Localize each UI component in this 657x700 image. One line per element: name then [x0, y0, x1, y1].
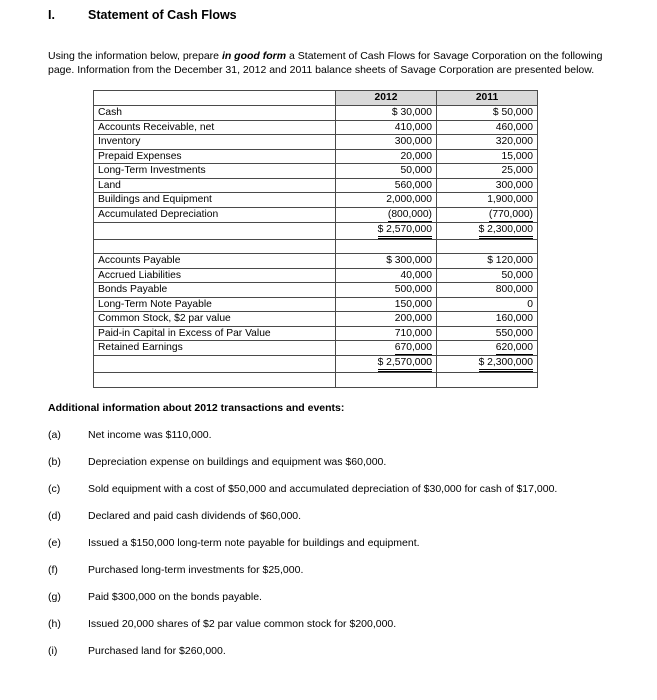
- row-label: Paid-in Capital in Excess of Par Value: [94, 326, 336, 341]
- row-label: Long-Term Investments: [94, 164, 336, 179]
- table-row: [94, 149, 538, 164]
- table-body: [94, 106, 538, 388]
- table-spacer-row: [94, 373, 538, 388]
- cell-2012: 560,000: [336, 178, 437, 193]
- balance-sheet-table: [93, 90, 538, 388]
- table-row: [94, 164, 538, 179]
- cell-2011: 25,000: [437, 164, 538, 179]
- row-label: Accounts Payable: [94, 254, 336, 269]
- column-header-2011: 2011: [437, 91, 538, 106]
- cell-2011: 550,000: [437, 326, 538, 341]
- table-row: [94, 207, 538, 222]
- cell-2011: 1,900,000: [437, 193, 538, 208]
- cell-2011: 15,000: [437, 149, 538, 164]
- section-title: Statement of Cash Flows: [88, 8, 237, 22]
- list-item: [48, 536, 608, 550]
- cell-2011: 0: [437, 297, 538, 312]
- cell-2012: 2,000,000: [336, 193, 437, 208]
- list-item-text: Paid $300,000 on the bonds payable.: [88, 591, 262, 603]
- row-label: Accounts Receivable, net: [94, 120, 336, 135]
- list-item-marker: (h): [48, 618, 61, 630]
- table-row: [94, 268, 538, 283]
- list-item-marker: (i): [48, 645, 58, 657]
- cell-2011: 160,000: [437, 312, 538, 327]
- list-item-text: Depreciation expense on buildings and equipment was $60,000.: [88, 456, 387, 468]
- cell-2012: 500,000: [336, 283, 437, 298]
- list-item-text: Issued a $150,000 long-term note payable for buildings and equipment.: [88, 537, 420, 549]
- list-item: [48, 482, 608, 496]
- row-label: Bonds Payable: [94, 283, 336, 298]
- intro-paragraph: [48, 49, 604, 77]
- cell-2011: [437, 222, 538, 239]
- cell-2012: 300,000: [336, 135, 437, 150]
- spacer-cell: [94, 373, 336, 388]
- cell-2012: 20,000: [336, 149, 437, 164]
- table-spacer-row: [94, 239, 538, 254]
- spacer-cell: [336, 373, 437, 388]
- spacer-cell: [437, 373, 538, 388]
- list-item: [48, 563, 608, 577]
- table-row: [94, 312, 538, 327]
- row-label: Common Stock, $2 par value: [94, 312, 336, 327]
- cell-2011: [437, 207, 538, 222]
- table-row: [94, 178, 538, 193]
- table-row: [94, 120, 538, 135]
- cell-2012: 50,000: [336, 164, 437, 179]
- list-item-text: Net income was $110,000.: [88, 429, 212, 441]
- list-item-text: Declared and paid cash dividends of $60,000.: [88, 510, 302, 522]
- intro-text-after: a Statement of Cash Flows for Savage Corporation on the following page. Information from the December 31, 2012 and 2011 balance sheets of Savage Corporation are presented below.: [48, 49, 603, 76]
- intro-text-before: Using the information below, prepare: [48, 49, 222, 62]
- row-label: [94, 222, 336, 239]
- list-item: [48, 617, 608, 631]
- list-item-marker: (g): [48, 591, 61, 603]
- table-row: [94, 297, 538, 312]
- cell-2011: [437, 356, 538, 373]
- cell-2012: $ 300,000: [336, 254, 437, 269]
- list-item: [48, 644, 608, 658]
- cell-2011: $ 120,000: [437, 254, 538, 269]
- cell-2012: 410,000: [336, 120, 437, 135]
- table-row: [94, 222, 538, 239]
- table-header: [94, 91, 538, 106]
- row-label: Land: [94, 178, 336, 193]
- row-label: Prepaid Expenses: [94, 149, 336, 164]
- list-item-marker: (f): [48, 564, 58, 576]
- cell-2011: $ 50,000: [437, 106, 538, 121]
- cell-2011: 50,000: [437, 268, 538, 283]
- cell-2012: 710,000: [336, 326, 437, 341]
- spacer-cell: [336, 239, 437, 254]
- cell-2011: 320,000: [437, 135, 538, 150]
- list-item: [48, 590, 608, 604]
- table-row: [94, 356, 538, 373]
- cell-value: (770,000): [488, 208, 533, 220]
- cell-2012: [336, 356, 437, 373]
- cell-value: 670,000: [394, 342, 432, 353]
- additional-information-list: [48, 428, 608, 671]
- table-row: [94, 283, 538, 298]
- cell-value: $ 2,570,000: [378, 357, 432, 372]
- row-label: [94, 356, 336, 373]
- additional-information-title: Additional information about 2012 transactions and events:: [48, 402, 345, 414]
- cell-2011: [437, 341, 538, 356]
- row-label: Accumulated Depreciation: [94, 207, 336, 222]
- table-row: [94, 193, 538, 208]
- cell-value: $ 2,300,000: [479, 224, 533, 239]
- spacer-cell: [94, 239, 336, 254]
- cell-2012: [336, 341, 437, 356]
- table-row: [94, 135, 538, 150]
- list-item: [48, 455, 608, 469]
- list-item-text: Sold equipment with a cost of $50,000 and accumulated depreciation of $30,000 for cash of $17,000.: [88, 483, 558, 495]
- page-title: [48, 8, 608, 22]
- table-row: [94, 254, 538, 269]
- cell-2012: [336, 207, 437, 222]
- section-number: I.: [48, 8, 55, 22]
- spacer-cell: [437, 239, 538, 254]
- list-item-text: Purchased land for $260,000.: [88, 645, 226, 657]
- row-label: Retained Earnings: [94, 341, 336, 356]
- cell-2012: [336, 222, 437, 239]
- list-item: [48, 428, 608, 442]
- row-label: Long-Term Note Payable: [94, 297, 336, 312]
- cell-2011: 300,000: [437, 178, 538, 193]
- cell-value: (800,000): [387, 208, 432, 220]
- cell-2012: 40,000: [336, 268, 437, 283]
- row-label: Cash: [94, 106, 336, 121]
- list-item-text: Purchased long-term investments for $25,000.: [88, 564, 304, 576]
- column-header-2012: 2012: [336, 91, 437, 106]
- list-item-marker: (b): [48, 456, 61, 468]
- table-row: [94, 341, 538, 356]
- row-label: Accrued Liabilities: [94, 268, 336, 283]
- intro-emphasis: in good form: [221, 49, 287, 62]
- cell-value: $ 2,570,000: [378, 224, 432, 239]
- table-row: [94, 106, 538, 121]
- balance-sheet-table-wrapper: [93, 90, 537, 388]
- cell-2012: $ 30,000: [336, 106, 437, 121]
- list-item: [48, 509, 608, 523]
- cell-value: $ 2,300,000: [479, 357, 533, 372]
- row-label: Buildings and Equipment: [94, 193, 336, 208]
- table-row: [94, 326, 538, 341]
- cell-2012: 200,000: [336, 312, 437, 327]
- cell-2011: 460,000: [437, 120, 538, 135]
- list-item-marker: (c): [48, 483, 61, 495]
- list-item-text: Issued 20,000 shares of $2 par value common stock for $200,000.: [88, 618, 397, 630]
- cell-value: 620,000: [495, 342, 533, 353]
- list-item-marker: (a): [48, 429, 61, 441]
- row-label: Inventory: [94, 135, 336, 150]
- column-header-label: [94, 91, 336, 106]
- table-header-row: [94, 91, 538, 106]
- cell-2011: 800,000: [437, 283, 538, 298]
- list-item-marker: (e): [48, 537, 61, 549]
- cell-2012: 150,000: [336, 297, 437, 312]
- list-item-marker: (d): [48, 510, 61, 522]
